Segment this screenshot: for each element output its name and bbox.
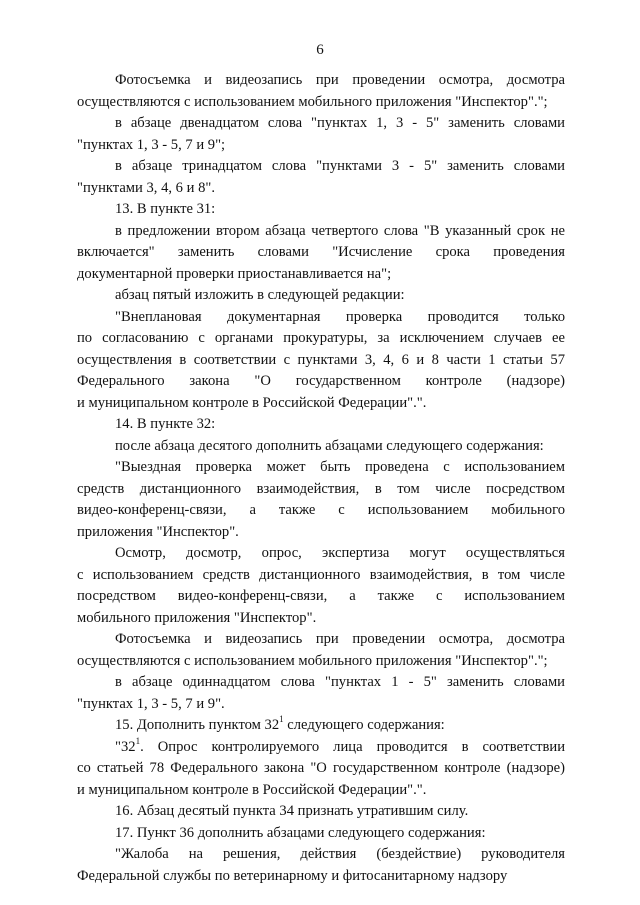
text-line: 13. В пункте 31: xyxy=(115,201,216,217)
text-line: 17. Пункт 36 дополнить абзацами следующего содержания: xyxy=(115,824,486,841)
text-line: 15. Дополнить пунктом $32^1$ следующего содержания: xyxy=(115,714,445,733)
text-line: в абзаце одиннадцатом слова "пунктах 1 - 5" заменить словами xyxy=(115,674,565,690)
text-line: "Выездная проверка может быть проведена с использованием xyxy=(115,459,565,475)
paragraph xyxy=(77,801,565,823)
paragraph xyxy=(77,844,565,887)
paragraph xyxy=(77,307,565,415)
paragraph xyxy=(77,737,565,802)
text-line: осуществляются с использованием мобильного приложения "Инспектор"."; xyxy=(77,652,548,669)
text-line: Осмотр, досмотр, опрос, экспертиза могут осуществляться xyxy=(115,545,565,561)
text-line: приложения "Инспектор". xyxy=(77,523,239,540)
text-line: "пунктах 1, 3 - 5, 7 и 9"; xyxy=(77,136,226,153)
text-line: в абзаце тринадцатом слова "пунктами 3 - 5" заменить словами xyxy=(115,158,565,174)
text-line: со статьей 78 Федерального закона "О государственном контроле (надзоре) xyxy=(77,760,565,776)
paragraph xyxy=(77,414,565,436)
paragraph xyxy=(77,672,565,715)
page-number: 6 xyxy=(316,42,324,58)
paragraph xyxy=(77,113,565,156)
paragraph xyxy=(77,199,565,221)
text-line: с использованием средств дистанционного взаимодействия, в том числе xyxy=(77,566,565,583)
text-line: после абзаца десятого дополнить абзацами следующего содержания: xyxy=(115,437,544,454)
text-line: в предложении втором абзаца четвертого слова "В указанный срок не xyxy=(115,222,565,239)
text-line: мобильного приложения "Инспектор". xyxy=(77,609,317,626)
text-line: "пунктах 1, 3 - 5, 7 и 9". xyxy=(77,695,225,712)
text-line: документарной проверки приостанавливается на"; xyxy=(77,265,392,282)
paragraph xyxy=(77,543,565,629)
text-line: Федеральной службы по ветеринарному и фитосанитарному надзору xyxy=(77,867,508,884)
text-line: видео-конференц-связи, а также с использованием мобильного xyxy=(77,502,565,518)
paragraph xyxy=(77,156,565,199)
paragraph xyxy=(77,823,565,845)
text-line: Федерального закона "О государственном контроле (надзоре) xyxy=(77,373,565,389)
text-line: 16. Абзац десятый пункта 34 признать утратившим силу. xyxy=(115,803,469,819)
text-line: осуществляются с использованием мобильного приложения "Инспектор"."; xyxy=(77,93,548,110)
text-line: осуществления в соответствии с пунктами 3, 4, 6 и 8 части 1 статьи 57 xyxy=(77,351,565,368)
text-line: "Жалоба на решения, действия (бездействие) руководителя xyxy=(115,846,565,862)
text-line: Фотосъемка и видеозапись при проведении осмотра, досмотра xyxy=(115,72,565,88)
text-line: "пунктами 3, 4, 6 и 8". xyxy=(77,179,215,196)
paragraph xyxy=(77,436,565,458)
paragraph xyxy=(77,221,565,286)
text-line: абзац пятый изложить в следующей редакции: xyxy=(115,287,405,303)
text-line: по согласованию с органами прокуратуры, за исключением случаев ее xyxy=(77,330,565,346)
paragraph xyxy=(77,285,565,307)
paragraph xyxy=(77,70,565,113)
text-line: и муниципальном контроле в Российской Федерации".". xyxy=(77,781,427,798)
document-body xyxy=(77,70,565,887)
paragraph xyxy=(77,715,565,737)
text-line: "Внеплановая документарная проверка проводится только xyxy=(115,308,565,325)
text-line: Фотосъемка и видеозапись при проведении осмотра, досмотра xyxy=(115,631,565,647)
text-line: включается" заменить словами "Исчисление срока проведения xyxy=(77,244,565,260)
text-line: 14. В пункте 32: xyxy=(115,416,216,432)
text-line: средств дистанционного взаимодействия, в том числе посредством xyxy=(77,480,565,497)
text-line: и муниципальном контроле в Российской Федерации".". xyxy=(77,394,427,411)
paragraph xyxy=(77,457,565,543)
paragraph xyxy=(77,629,565,672)
text-line: посредством видео-конференц-связи, а также с использованием xyxy=(77,588,565,604)
text-line: "$32^1$. Опрос контролируемого лица проводится в соответствии xyxy=(115,735,565,755)
text-line: в абзаце двенадцатом слова "пунктах 1, 3 - 5" заменить словами xyxy=(115,115,565,131)
